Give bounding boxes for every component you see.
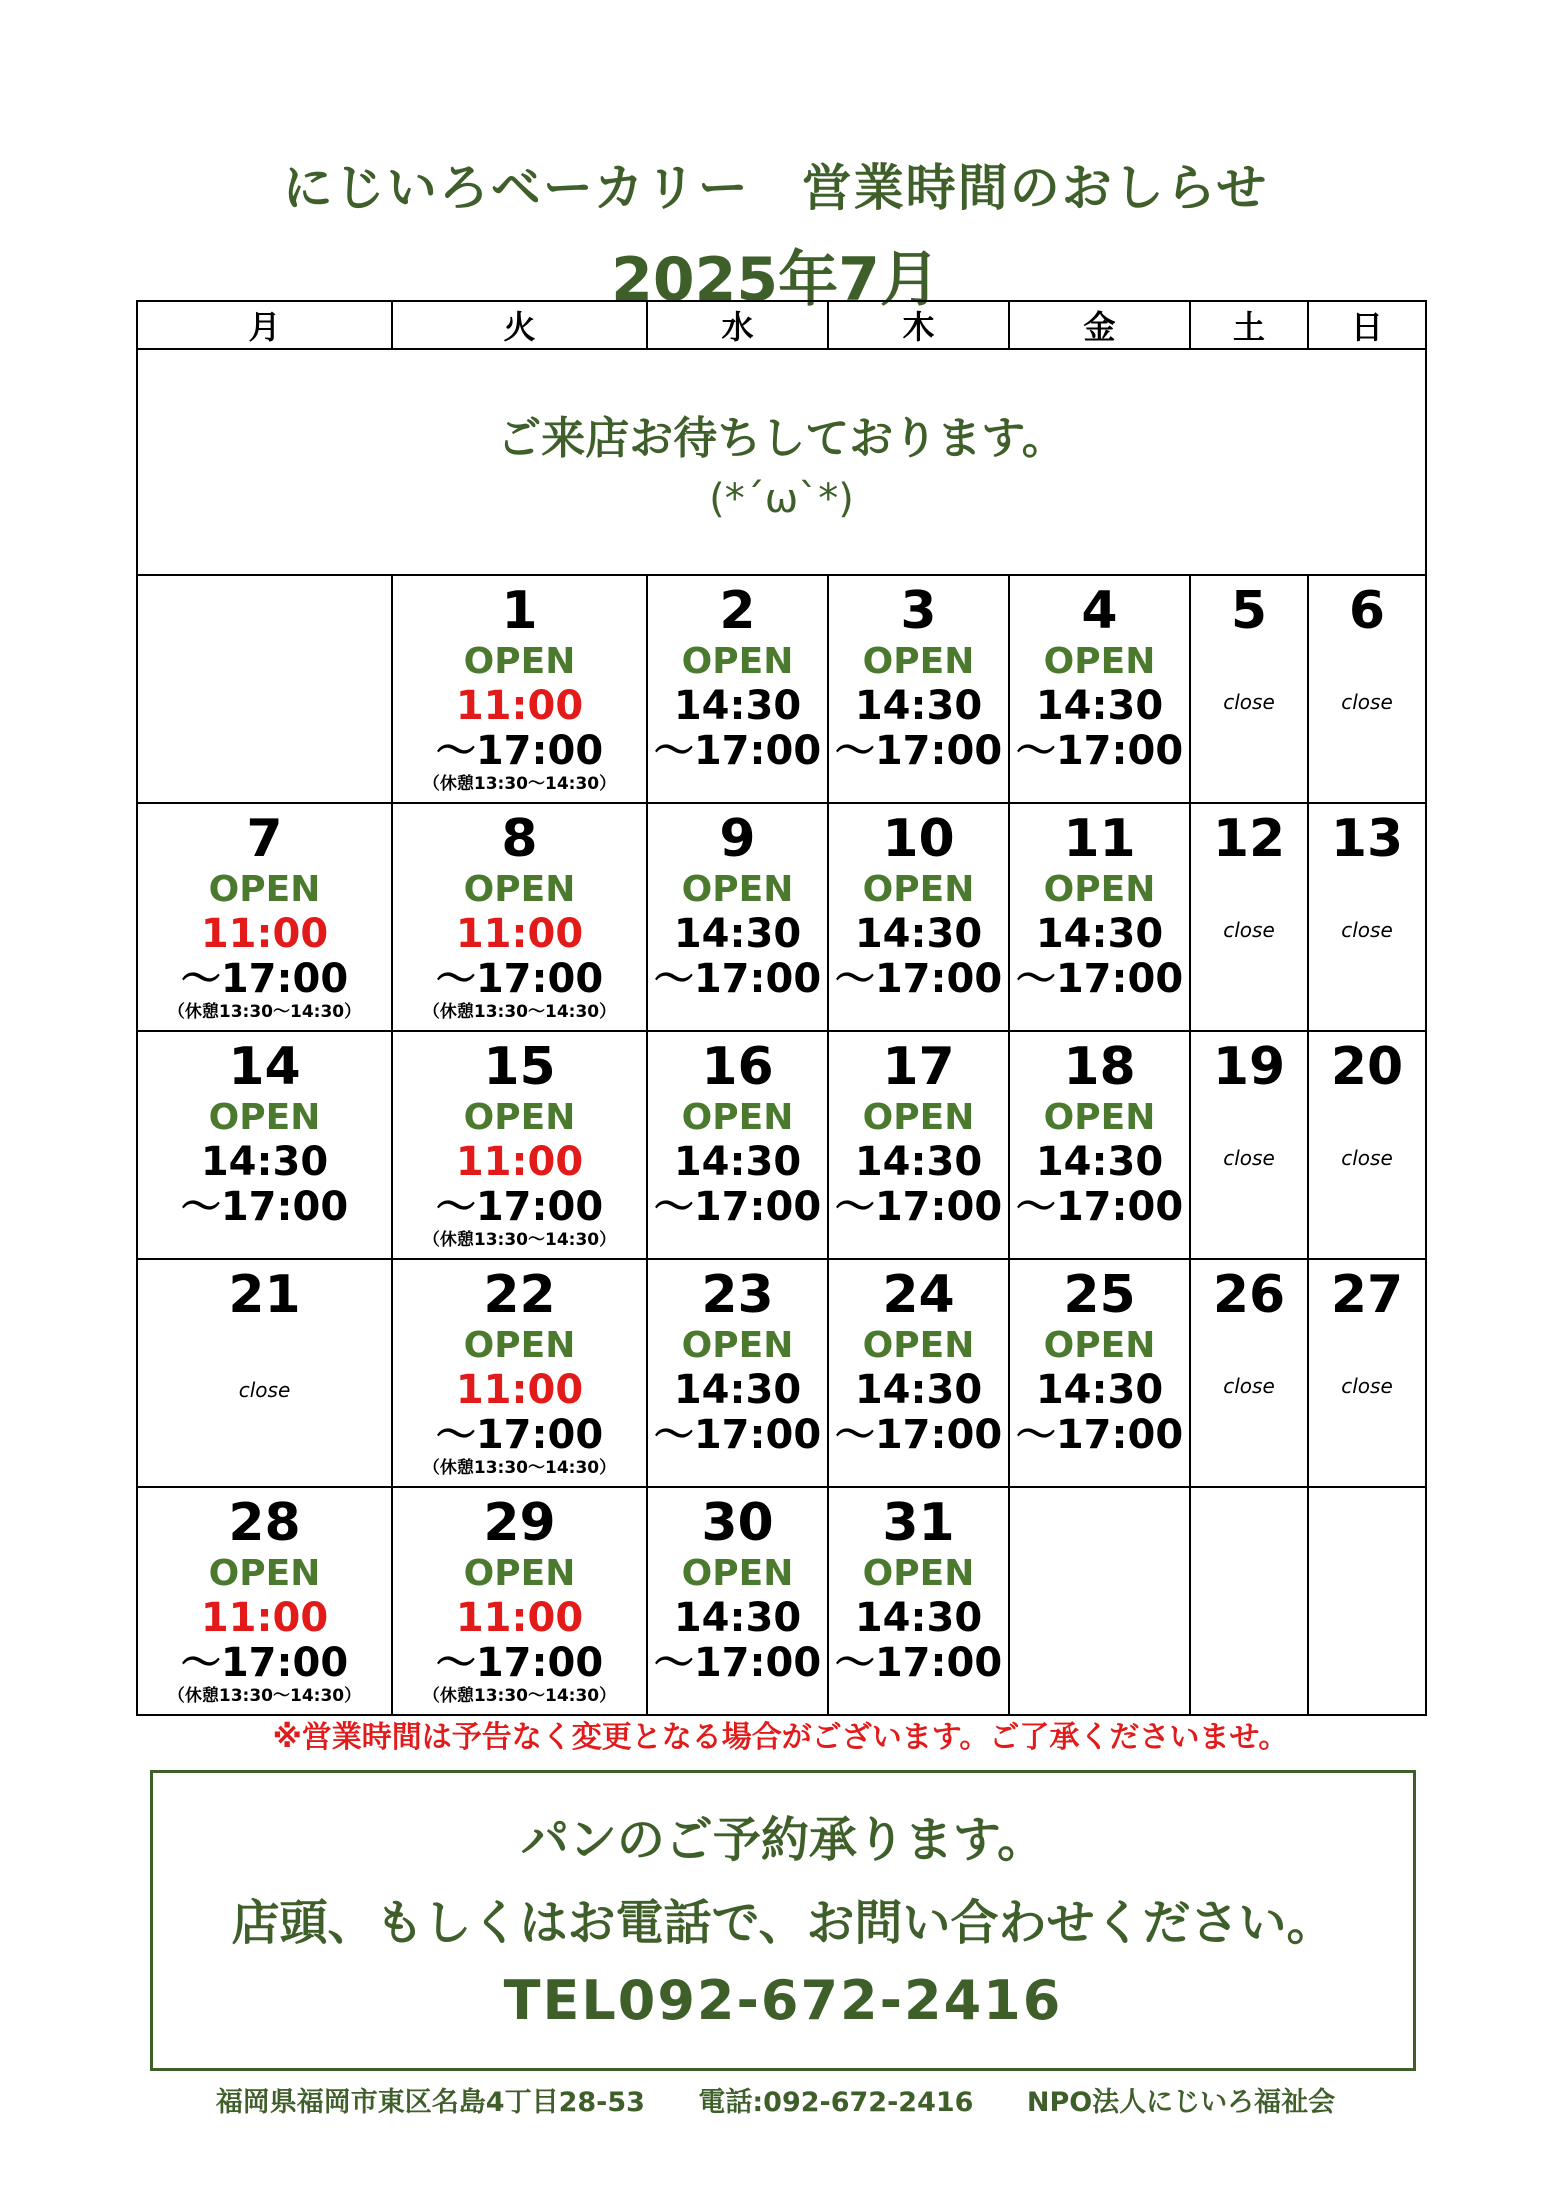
- closed-label: close: [1341, 690, 1393, 714]
- day-number: 2: [719, 581, 756, 641]
- close-time: ～17:00: [1015, 728, 1184, 774]
- closed-label: close: [1223, 690, 1275, 714]
- day-number: 26: [1212, 1265, 1286, 1325]
- closed-label: close: [1341, 1146, 1393, 1170]
- close-time: ～17:00: [435, 728, 604, 774]
- day-number: 29: [483, 1493, 556, 1553]
- day-cell: [647, 575, 828, 803]
- open-time: 11:00: [455, 911, 584, 957]
- day-number: 11: [1063, 809, 1136, 869]
- close-time: ～17:00: [1015, 1184, 1184, 1230]
- open-time: 14:30: [1035, 683, 1164, 729]
- day-number: 15: [483, 1037, 556, 1097]
- close-time: ～17:00: [834, 1640, 1003, 1686]
- page-title: にじいろベーカリー 営業時間のおしらせ: [282, 159, 1269, 217]
- open-time: 11:00: [455, 1367, 584, 1413]
- day-cell: [1308, 575, 1426, 803]
- open-label: OPEN: [681, 1325, 794, 1366]
- weekday-tue: 火: [392, 301, 647, 349]
- open-label: OPEN: [681, 869, 794, 910]
- day-cell: [392, 575, 647, 803]
- close-time: ～17:00: [653, 1412, 822, 1458]
- banner-message: ご来店お待ちしております。: [497, 413, 1066, 464]
- break-note: （休憩13:30～14:30）: [422, 1458, 617, 1478]
- day-number: 6: [1348, 581, 1386, 641]
- month-title: 2025年7月: [611, 245, 940, 315]
- day-number: 24: [882, 1265, 955, 1325]
- open-label: OPEN: [463, 1097, 576, 1138]
- day-cell: [137, 1259, 392, 1487]
- closed-label: close: [1223, 918, 1275, 942]
- banner-cell: [137, 349, 1426, 575]
- day-cell: [828, 1259, 1009, 1487]
- day-cell: [647, 803, 828, 1031]
- weekday-fri: 金: [1009, 301, 1190, 349]
- week-row: [137, 575, 1426, 803]
- break-note: （休憩13:30～14:30）: [167, 1002, 362, 1022]
- day-number: 30: [701, 1493, 774, 1553]
- day-cell: [647, 1259, 828, 1487]
- reservation-tel: TEL092-672-2416: [503, 1969, 1063, 2032]
- day-number: 10: [882, 809, 955, 869]
- day-cell: [137, 1031, 392, 1259]
- day-number: 5: [1230, 581, 1268, 641]
- open-time: 14:30: [854, 911, 983, 957]
- open-label: OPEN: [1043, 869, 1156, 910]
- open-label: OPEN: [681, 641, 794, 682]
- day-cell: [1308, 803, 1426, 1031]
- day-cell: [647, 1031, 828, 1259]
- day-number: 27: [1330, 1265, 1404, 1325]
- day-cell: [1190, 803, 1308, 1031]
- day-number: 23: [701, 1265, 774, 1325]
- day-cell: [392, 1259, 647, 1487]
- close-time: ～17:00: [435, 1640, 604, 1686]
- break-note: （休憩13:30～14:30）: [422, 1002, 617, 1022]
- break-note: （休憩13:30～14:30）: [167, 1686, 362, 1706]
- open-time: 14:30: [854, 1595, 983, 1641]
- open-label: OPEN: [208, 869, 321, 910]
- day-number: 9: [719, 809, 756, 869]
- weekday-sun: 日: [1308, 301, 1426, 349]
- day-cell: [137, 803, 392, 1031]
- open-label: OPEN: [463, 641, 576, 682]
- empty-cell: [1308, 1487, 1426, 1715]
- empty-cell: [137, 575, 392, 803]
- footer-address: 福岡県福岡市東区名島4丁目28-53: [215, 2087, 645, 2118]
- notice-text: ※営業時間は予告なく変更となる場合がございます。ご了承くださいませ。: [272, 1720, 1289, 1755]
- open-label: OPEN: [681, 1097, 794, 1138]
- day-number: 14: [228, 1037, 301, 1097]
- closed-label: close: [1223, 1146, 1275, 1170]
- banner-row: [137, 349, 1426, 575]
- close-time: ～17:00: [653, 1640, 822, 1686]
- close-time: ～17:00: [653, 956, 822, 1002]
- open-time: 14:30: [854, 1139, 983, 1185]
- open-time: 14:30: [673, 1367, 802, 1413]
- open-time: 11:00: [455, 1595, 584, 1641]
- day-number: 16: [701, 1037, 774, 1097]
- close-time: ～17:00: [834, 728, 1003, 774]
- reservation-line2: 店頭、もしくはお電話で、お問い合わせください。: [231, 1895, 1335, 1951]
- week-row: [137, 1031, 1426, 1259]
- day-number: 3: [900, 581, 937, 641]
- close-time: ～17:00: [180, 956, 349, 1002]
- footer-org: NPO法人にじいろ福祉会: [1026, 2087, 1336, 2118]
- day-cell: [392, 1487, 647, 1715]
- close-time: ～17:00: [834, 1412, 1003, 1458]
- open-label: OPEN: [1043, 641, 1156, 682]
- open-label: OPEN: [208, 1097, 321, 1138]
- close-time: ～17:00: [653, 728, 822, 774]
- day-cell: [828, 575, 1009, 803]
- week-row: [137, 803, 1426, 1031]
- day-number: 17: [882, 1037, 955, 1097]
- day-number: 21: [228, 1265, 301, 1325]
- weekday-thu: 木: [828, 301, 1009, 349]
- open-time: 11:00: [200, 911, 329, 957]
- day-cell: [1009, 575, 1190, 803]
- open-label: OPEN: [862, 1553, 975, 1594]
- empty-cell: [1190, 1487, 1308, 1715]
- open-time: 14:30: [1035, 1367, 1164, 1413]
- day-cell: [1190, 575, 1308, 803]
- open-label: OPEN: [463, 1553, 576, 1594]
- day-cell: [1308, 1031, 1426, 1259]
- day-cell: [1308, 1259, 1426, 1487]
- day-number: 1: [501, 581, 538, 641]
- day-number: 28: [228, 1493, 301, 1553]
- open-label: OPEN: [681, 1553, 794, 1594]
- banner-emoticon: (*´ω`*): [709, 476, 854, 522]
- day-number: 18: [1063, 1037, 1136, 1097]
- day-number: 25: [1063, 1265, 1136, 1325]
- close-time: ～17:00: [180, 1640, 349, 1686]
- close-time: ～17:00: [834, 1184, 1003, 1230]
- day-number: 31: [882, 1493, 955, 1553]
- week-row: [137, 1259, 1426, 1487]
- day-cell: [828, 803, 1009, 1031]
- reservation-box: [150, 1770, 1416, 2071]
- close-time: ～17:00: [435, 956, 604, 1002]
- day-number: 13: [1330, 809, 1404, 869]
- day-cell: [1009, 803, 1190, 1031]
- day-cell: [392, 1031, 647, 1259]
- break-note: （休憩13:30～14:30）: [422, 774, 617, 794]
- day-cell: [137, 1487, 392, 1715]
- open-time: 14:30: [854, 1367, 983, 1413]
- day-cell: [647, 1487, 828, 1715]
- day-cell: [1190, 1259, 1308, 1487]
- open-label: OPEN: [463, 869, 576, 910]
- open-time: 14:30: [1035, 1139, 1164, 1185]
- day-number: 20: [1330, 1037, 1404, 1097]
- open-time: 14:30: [673, 683, 802, 729]
- close-time: ～17:00: [653, 1184, 822, 1230]
- weekday-mon: 月: [137, 301, 392, 349]
- calendar-table: [136, 300, 1427, 1716]
- weekday-wed: 水: [647, 301, 828, 349]
- open-label: OPEN: [1043, 1325, 1156, 1366]
- open-time: 11:00: [200, 1595, 329, 1641]
- open-label: OPEN: [862, 1097, 975, 1138]
- weekday-sat: 土: [1190, 301, 1308, 349]
- open-label: OPEN: [208, 1553, 321, 1594]
- open-label: OPEN: [463, 1325, 576, 1366]
- break-note: （休憩13:30～14:30）: [422, 1686, 617, 1706]
- day-cell: [1009, 1031, 1190, 1259]
- open-time: 14:30: [200, 1139, 329, 1185]
- closed-label: close: [1223, 1374, 1275, 1398]
- closed-label: close: [1341, 1374, 1393, 1398]
- footer-phone: 電話:092-672-2416: [698, 2087, 974, 2118]
- open-label: OPEN: [862, 869, 975, 910]
- open-time: 11:00: [455, 683, 584, 729]
- day-cell: [1190, 1031, 1308, 1259]
- close-time: ～17:00: [435, 1412, 604, 1458]
- open-label: OPEN: [1043, 1097, 1156, 1138]
- footer: [0, 2080, 1551, 2119]
- break-note: （休憩13:30～14:30）: [422, 1230, 617, 1250]
- open-label: OPEN: [862, 641, 975, 682]
- day-number: 22: [483, 1265, 556, 1325]
- day-number: 12: [1212, 809, 1286, 869]
- day-cell: [1009, 1259, 1190, 1487]
- day-cell: [828, 1487, 1009, 1715]
- close-time: ～17:00: [1015, 1412, 1184, 1458]
- close-time: ～17:00: [1015, 956, 1184, 1002]
- day-cell: [392, 803, 647, 1031]
- week-row: [137, 1487, 1426, 1715]
- open-time: 14:30: [1035, 911, 1164, 957]
- open-time: 14:30: [854, 683, 983, 729]
- closed-label: close: [1341, 918, 1393, 942]
- day-number: 8: [501, 809, 538, 869]
- day-number: 7: [246, 809, 283, 869]
- day-number: 19: [1212, 1037, 1286, 1097]
- empty-cell: [1009, 1487, 1190, 1715]
- closed-label: close: [238, 1378, 291, 1402]
- day-cell: [828, 1031, 1009, 1259]
- open-time: 14:30: [673, 911, 802, 957]
- close-time: ～17:00: [435, 1184, 604, 1230]
- close-time: ～17:00: [834, 956, 1003, 1002]
- open-label: OPEN: [862, 1325, 975, 1366]
- day-number: 4: [1081, 581, 1118, 641]
- weekday-header-row: [137, 301, 1426, 349]
- open-time: 11:00: [455, 1139, 584, 1185]
- close-time: ～17:00: [180, 1184, 349, 1230]
- open-time: 14:30: [673, 1595, 802, 1641]
- reservation-line1: パンのご予約承ります。: [520, 1812, 1046, 1868]
- open-time: 14:30: [673, 1139, 802, 1185]
